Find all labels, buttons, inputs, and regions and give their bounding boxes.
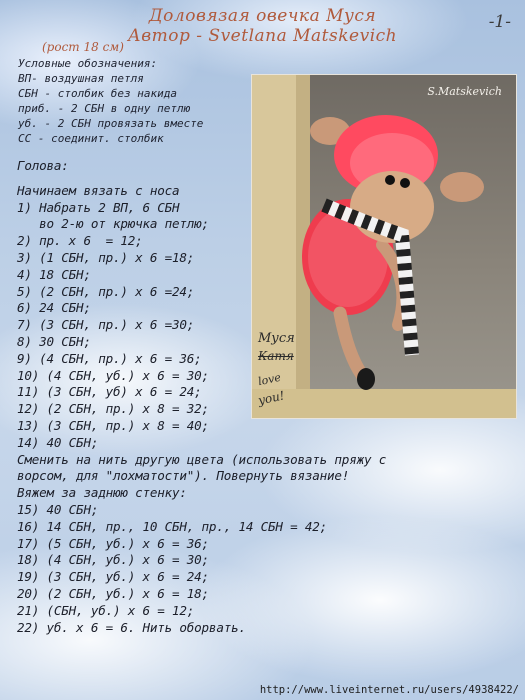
color-change-note: ворсом, для "лохматости"). Повернуть вязание! <box>17 468 350 484</box>
legend-item: уб. - 2 СБН провязать вместе <box>18 117 204 130</box>
color-change-note: Сменить на нить другую цвета (использовать пряжу с <box>17 451 387 467</box>
section-intro: Начинаем вязать с носа <box>17 182 180 198</box>
back-loop-note: Вяжем за заднюю стенку: <box>17 485 187 501</box>
handwritten-you: you! <box>256 388 286 408</box>
pattern-row: 13) (3 СБН, пр.) х 8 = 40; <box>17 417 209 433</box>
pattern-row: 9) (4 СБН, пр.) х 6 = 36; <box>17 350 202 366</box>
author-line: Автор - Svetlana Matskevich <box>127 26 398 46</box>
pattern-row: 10) (4 СБН, уб.) х 6 = 30; <box>17 367 209 383</box>
legend-item: ВП- воздушная петля <box>18 72 144 85</box>
pattern-row: 14) 40 СБН; <box>17 434 99 450</box>
pattern-title: Доловязая овечка Муся <box>148 6 377 26</box>
pattern-row: во 2-ю от крючка петлю; <box>17 216 209 232</box>
pattern-row: 2) пр. х 6 = 12; <box>17 233 143 249</box>
pattern-row: 16) 14 СБН, пр., 10 СБН, пр., 14 СБН = 42; <box>17 518 328 534</box>
pattern-row: 5) (2 СБН, пр.) х 6 =24; <box>17 283 195 299</box>
handwritten-crossed-name: Катя <box>258 349 294 363</box>
pattern-row: 19) (3 СБН, уб.) х 6 = 24; <box>17 569 209 585</box>
pattern-row: 15) 40 СБН; <box>17 501 99 517</box>
pattern-row: 20) (2 СБН, уб.) х 6 = 18; <box>17 585 209 601</box>
pattern-row: 12) (2 СБН, пр.) х 8 = 32; <box>17 401 209 417</box>
pattern-row: 1) Набрать 2 ВП, 6 СБН <box>17 199 180 215</box>
legend-item: приб. - 2 СБН в одну петлю <box>18 102 191 115</box>
height-note: (рост 18 см) <box>42 40 124 54</box>
pattern-row: 22) уб. х 6 = 6. Нить оборвать. <box>17 619 246 635</box>
handwritten-love: love <box>256 370 282 389</box>
pattern-row: 3) (1 СБН, пр.) х 6 =18; <box>17 249 195 265</box>
pattern-row: 8) 30 СБН; <box>17 333 91 349</box>
photo-watermark: S.Matskevich <box>427 85 502 98</box>
pattern-row: 4) 18 СБН; <box>17 266 91 282</box>
pattern-row: 6) 24 СБН; <box>17 300 91 316</box>
pattern-row: 11) (3 СБН, уб) х 6 = 24; <box>17 384 202 400</box>
source-url: http://www.liveinternet.ru/users/4938422/ <box>259 684 519 696</box>
legend-item: СБН - столбик без накида <box>18 87 177 100</box>
handwritten-name: Муся <box>258 331 295 346</box>
pattern-row: 21) (СБН, уб.) х 6 = 12; <box>17 602 195 618</box>
section-heading: Голова: <box>17 158 69 173</box>
pattern-row: 17) (5 СБН, уб.) х 6 = 36; <box>17 535 209 551</box>
pattern-row: 18) (4 СБН, уб.) х 6 = 30; <box>17 552 209 568</box>
pattern-row: 7) (3 СБН, пр.) х 6 =30; <box>17 317 195 333</box>
legend-item: СС - соединит. столбик <box>18 132 164 145</box>
legend-title: Условные обозначения: <box>18 57 158 70</box>
legend <box>18 56 203 146</box>
page-number: -1- <box>488 12 511 32</box>
pattern-instructions <box>17 158 517 636</box>
